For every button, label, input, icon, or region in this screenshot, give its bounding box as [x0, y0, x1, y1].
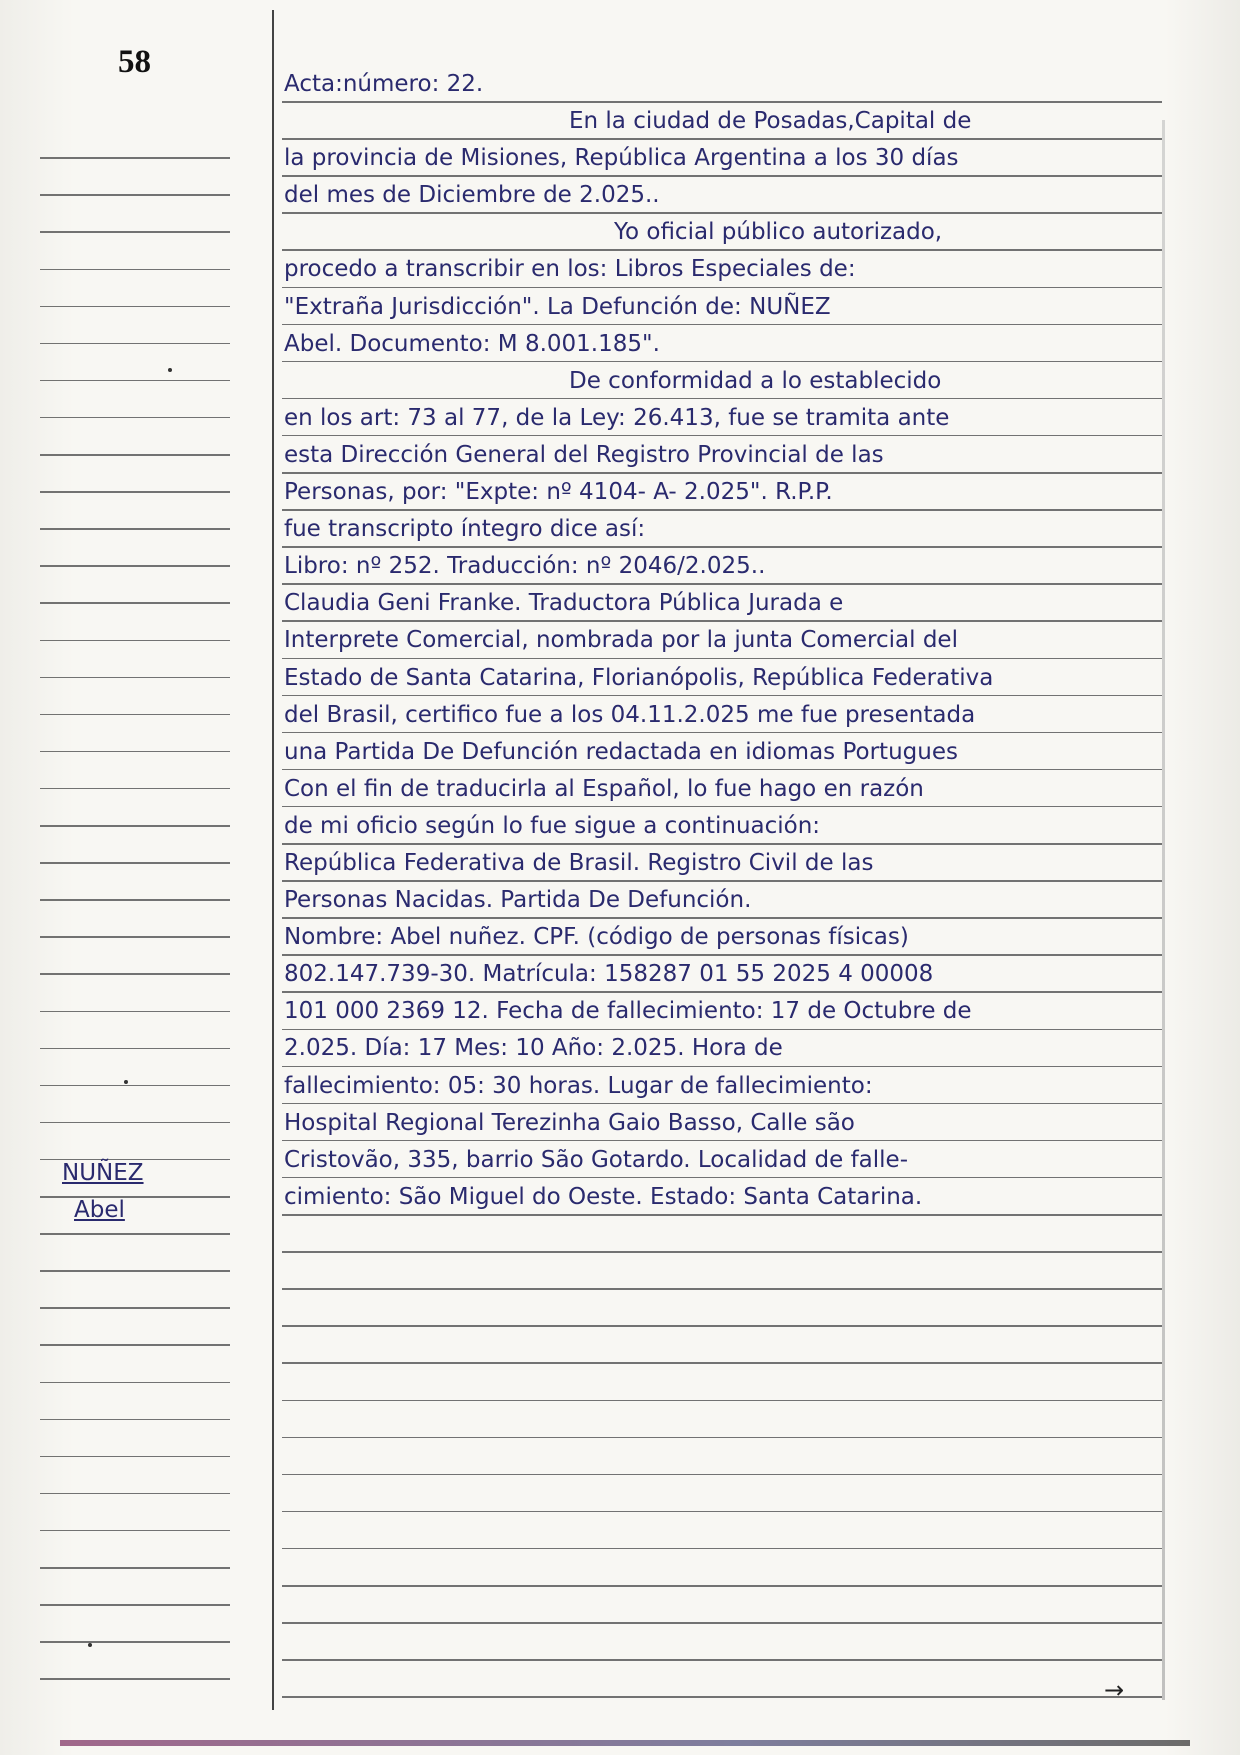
ruled-line [282, 1251, 1162, 1253]
margin-ruled-line [40, 1493, 230, 1495]
text-line: Nombre: Abel nuñez. CPF. (código de personas físicas) [284, 924, 909, 951]
margin-ruled-line [40, 565, 230, 567]
ruled-line [282, 1288, 1162, 1290]
margin-ruled-line [40, 1678, 230, 1680]
margin-ruled-line [40, 380, 230, 382]
margin-ruled-line [40, 714, 230, 716]
text-line: 2.025. Día: 17 Mes: 10 Año: 2.025. Hora de [284, 1035, 783, 1062]
margin-ruled-line [40, 491, 230, 493]
text-line: Hospital Regional Terezinha Gaio Basso, Calle são [284, 1109, 855, 1136]
margin-ruled-line [40, 528, 230, 530]
margin-ruled-line [40, 1085, 230, 1087]
margin-ruled-line [40, 1307, 230, 1309]
text-line: En la ciudad de Posadas,Capital de [569, 108, 972, 135]
text-line: de mi oficio según lo fue sigue a continuación: [284, 812, 821, 839]
margin-ruled-line [40, 1604, 230, 1606]
margin-note-name: Abel [74, 1197, 125, 1223]
text-line: Acta:número: 22. [284, 71, 484, 97]
margin-ruled-line [40, 677, 230, 679]
page-bottom-edge [60, 1740, 1190, 1746]
text-line: 101 000 2369 12. Fecha de fallecimiento: 17 de Octubre de [284, 998, 972, 1025]
margin-ruled-line [40, 1233, 230, 1235]
ruled-line [282, 1511, 1162, 1513]
page-number: 58 [118, 44, 151, 80]
text-line: procedo a transcribir en los: Libros Especiales de: [284, 256, 856, 283]
ruled-line [282, 1622, 1162, 1624]
margin-ruled-line [40, 306, 230, 308]
text-line: Yo oficial público autorizado, [614, 219, 943, 246]
margin-ruled-line [40, 231, 230, 233]
text-line: Claudia Geni Franke. Traductora Pública Jurada e [284, 590, 844, 617]
ruled-line [282, 1400, 1162, 1402]
text-line: la provincia de Misiones, República Argentina a los 30 días [284, 145, 959, 172]
margin-ruled-line [40, 1048, 230, 1050]
text-line: Personas, por: "Expte: nº 4104- A- 2.025". R.P.P. [284, 479, 833, 506]
text-line: fallecimiento: 05: 30 horas. Lugar de fallecimiento: [284, 1072, 873, 1099]
text-line: cimiento: São Miguel do Oeste. Estado: Santa Catarina. [284, 1183, 923, 1210]
text-line: Personas Nacidas. Partida De Defunción. [284, 887, 752, 914]
margin-ruled-line [40, 899, 230, 901]
text-line: República Federativa de Brasil. Registro Civil de las [284, 849, 874, 876]
ruled-line [282, 1437, 1162, 1439]
margin-ruled-line [40, 454, 230, 456]
margin-ruled-line [40, 1122, 230, 1124]
paper-speck [124, 1080, 128, 1084]
margin-ruled-line [40, 751, 230, 753]
margin-ruled-line [40, 1456, 230, 1458]
margin-ruled-line [40, 1270, 230, 1272]
margin-ruled-line [40, 1419, 230, 1421]
margin-ruled-line [40, 1196, 230, 1198]
text-line: del Brasil, certifico fue a los 04.11.2.025 me fue presentada [284, 701, 976, 728]
text-line: "Extraña Jurisdicción". La Defunción de: NUÑEZ [284, 293, 831, 320]
margin-ruled-line [40, 1382, 230, 1384]
margin-ruled-line [40, 862, 230, 864]
margin-ruled-line [40, 640, 230, 642]
margin-ruled-line [40, 1641, 230, 1643]
text-line: fue transcripto íntegro dice así: [284, 516, 646, 543]
text-line: en los art: 73 al 77, de la Ley: 26.413, fue se tramita ante [284, 404, 950, 431]
text-line: Cristovão, 335, barrio São Gotardo. Localidad de falle- [284, 1146, 908, 1173]
continue-arrow-icon: → [1104, 1676, 1125, 1704]
margin-ruled-line [40, 1530, 230, 1532]
ruled-line [282, 1362, 1162, 1364]
margin-ruled-line [40, 269, 230, 271]
margin-note-surname: NUÑEZ [62, 1160, 144, 1186]
margin-ruled-line [40, 343, 230, 345]
ruled-line [282, 1325, 1162, 1327]
margin-ruled-line [40, 788, 230, 790]
margin-ruled-line [40, 936, 230, 938]
margin-ruled-line [40, 1344, 230, 1346]
ruled-line [282, 1548, 1162, 1550]
text-line: Abel. Documento: M 8.001.185". [284, 330, 660, 357]
margin-ruled-line [40, 1011, 230, 1013]
text-line: Estado de Santa Catarina, Florianópolis, República Federativa [284, 664, 994, 691]
text-line: del mes de Diciembre de 2.025.. [284, 182, 660, 209]
text-line: 802.147.739-30. Matrícula: 158287 01 55 2025 4 00008 [284, 961, 934, 988]
text-line: esta Dirección General del Registro Provincial de las [284, 441, 884, 468]
margin-line [272, 10, 274, 1710]
margin-ruled-line [40, 194, 230, 196]
text-line: una Partida De Defunción redactada en idiomas Portugues [284, 738, 958, 765]
ruled-line [282, 1474, 1162, 1476]
margin-ruled-line [40, 1567, 230, 1569]
handwritten-text [284, 66, 1164, 1216]
margin-ruled-line [40, 417, 230, 419]
paper-speck [88, 1643, 92, 1647]
ruled-line [282, 1696, 1162, 1698]
margin-ruled-line [40, 157, 230, 159]
ruled-line [282, 1659, 1162, 1661]
paper-speck [168, 368, 172, 372]
text-line: Con el fin de traducirla al Español, lo fue hago en razón [284, 775, 924, 802]
text-line: Libro: nº 252. Traducción: nº 2046/2.025.. [284, 553, 766, 580]
text-line: Interprete Comercial, nombrada por la junta Comercial del [284, 627, 958, 654]
margin-ruled-line [40, 825, 230, 827]
ruled-line [282, 1585, 1162, 1587]
margin-ruled-line [40, 973, 230, 975]
margin-ruled-line [40, 602, 230, 604]
text-line: De conformidad a lo establecido [569, 367, 942, 394]
